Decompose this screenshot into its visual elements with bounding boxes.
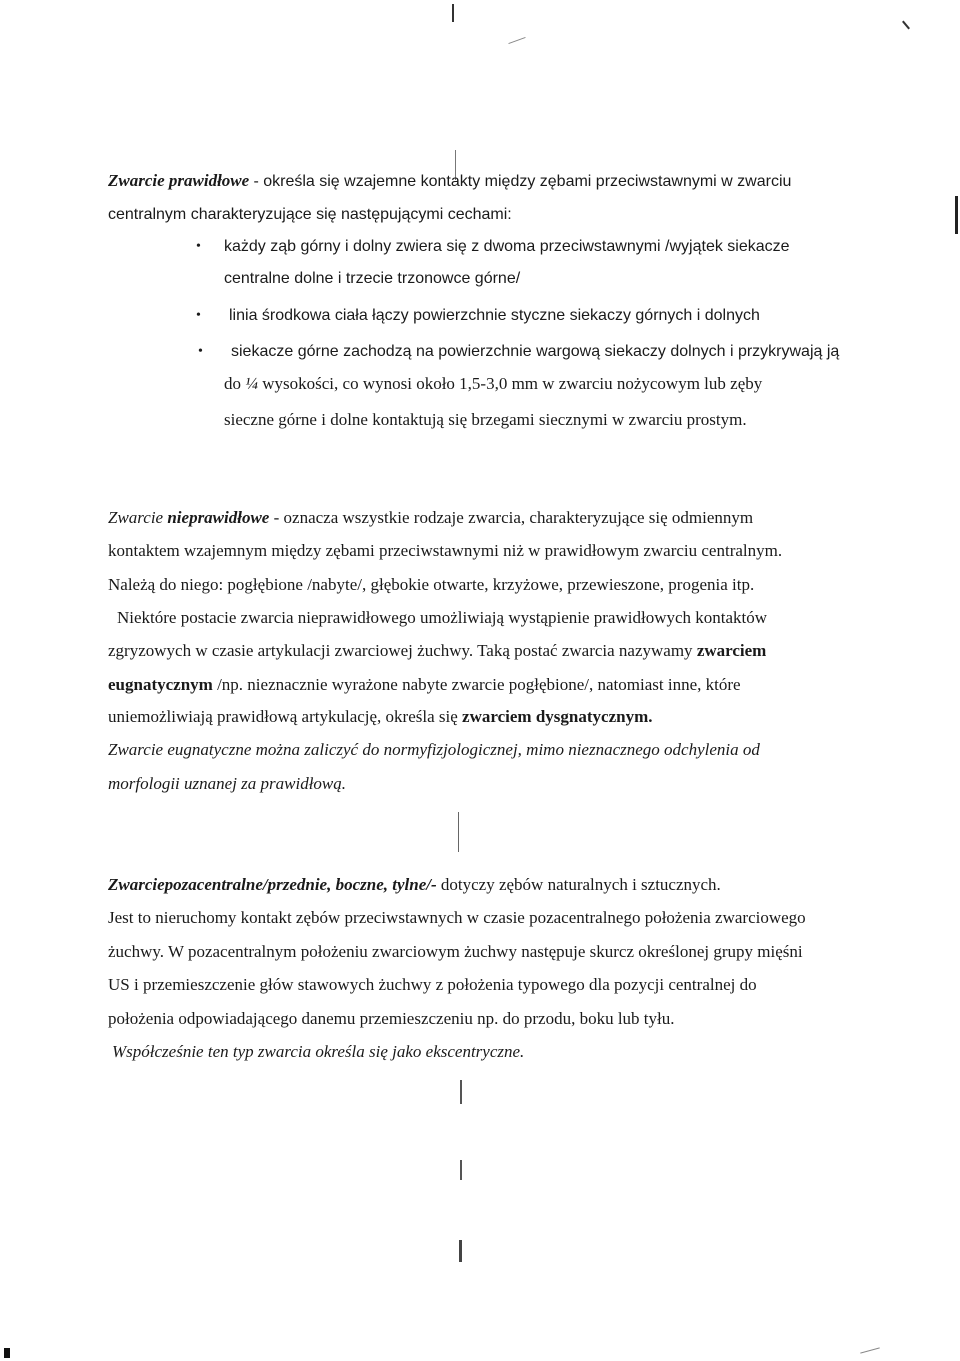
bullet-icon: • (198, 344, 203, 359)
list-item: linia środkowa ciała łączy powierzchnie styczne siekaczy górnych i dolnych (229, 307, 760, 324)
section2-heading-line (108, 507, 753, 529)
paragraph-text: /np. nieznacznie wyrażone nabyte zwarcie pogłębione/, natomiast inne, które (212, 675, 741, 694)
scan-speck (4, 1348, 10, 1358)
paragraph-text: zgryzowych w czasie artykulacji zwarciowej żuchwy. Taką postać zwarcia nazywamy (108, 641, 697, 660)
paragraph-text: kontaktem wzajemnym między zębami przeciwstawnymi niż w prawidłowym zwarciu centralnym. (108, 541, 783, 560)
term-incorrect-occlusion: nieprawidłowe (167, 508, 270, 527)
scan-speck (460, 1160, 462, 1180)
bullet-icon: • (196, 308, 201, 323)
paragraph-text: wysokości, co wynosi około 1,5-3,0 mm w zwarciu nożycowym lub zęby (258, 374, 763, 393)
term-eugnathic: zwarciem (696, 641, 767, 660)
paragraph-text: uniemożliwiają prawidłową artykulację, określa się (108, 707, 463, 726)
term-eugnathic: eugnatycznym (108, 675, 213, 694)
scan-speck (860, 1347, 880, 1353)
term-eccentric-occlusion: Zwarciepozacentralne/przednie, boczne, tylne/- (108, 875, 437, 894)
paragraph-text (108, 674, 741, 696)
scan-speck (508, 37, 525, 44)
paragraph-text-italic: Zwarcie eugnatyczne można zaliczyć do normyfizjologicznej, mimo nieznacznego odchylenia od (108, 740, 760, 759)
scan-speck (902, 21, 910, 30)
scan-speck (458, 812, 459, 852)
paragraph-text: Należą do niego: pogłębione /nabyte/, głębokie otwarte, krzyżowe, przewieszone, progenia itp. (108, 575, 755, 594)
paragraph-text-italic: Współcześnie ten typ zwarcia określa się jako ekscentryczne. (112, 1042, 525, 1061)
paragraph-text (108, 640, 766, 662)
scan-speck (459, 1240, 462, 1262)
paragraph-text: - oznacza wszystkie rodzaje zwarcia, charakteryzujące się odmiennym (269, 508, 754, 527)
paragraph-text: centralnym charakteryzujące się następującymi cechami: (108, 206, 512, 223)
section1-heading-line (108, 170, 791, 193)
paragraph-text: Niektóre postacie zwarcia nieprawidłowego umożliwiają wystąpienie prawidłowych kontaktów (117, 608, 768, 627)
bullet-icon: • (196, 239, 201, 254)
list-item-continuation: sieczne górne i dolne kontaktują się brzegami siecznymi w zwarciu prostym. (224, 410, 747, 429)
section3-heading-line (108, 874, 721, 896)
paragraph-text: Jest to nieruchomy kontakt zębów przeciwstawnych w czasie pozacentralnego położenia zwarciowego (108, 908, 806, 927)
list-item-continuation (224, 373, 762, 395)
scan-speck (460, 1080, 462, 1104)
paragraph-text: żuchwy. W pozacentralnym położeniu zwarciowym żuchwy następuje skurcz określonej grupy mięśni (108, 942, 803, 961)
term-dysgnathic: zwarciem dysgnatycznym. (462, 707, 653, 726)
paragraph-text: - określa się wzajemne kontakty między zębami przeciwstawnymi w zwarciu (253, 173, 792, 190)
term-correct-occlusion: Zwarcie prawidłowe (108, 171, 250, 190)
paragraph-text: dotyczy zębów naturalnych i sztucznych. (436, 875, 721, 894)
paragraph-text: US i przemieszczenie głów stawowych żuchwy z położenia typowego dla pozycji centralnej do (108, 975, 757, 994)
paragraph-text (108, 706, 652, 728)
term-prefix: Zwarcie (108, 508, 168, 527)
fraction-text: ¼ (245, 374, 258, 393)
list-item: siekacze górne zachodzą na powierzchnie wargową siekaczy dolnych i przykrywają ją (231, 343, 840, 360)
list-item: każdy ząb górny i dolny zwiera się z dwoma przeciwstawnymi /wyjątek siekacze (224, 238, 790, 255)
list-item-continuation: centralne dolne i trzecie trzonowce górne/ (224, 270, 521, 287)
paragraph-text-italic: morfologii uznanej za prawidłową. (108, 774, 347, 793)
scan-speck (955, 196, 958, 234)
paragraph-text: do (224, 374, 246, 393)
paragraph-text: położenia odpowiadającego danemu przemieszczeniu np. do przodu, boku lub tyłu. (108, 1009, 675, 1028)
scan-speck (452, 4, 454, 22)
